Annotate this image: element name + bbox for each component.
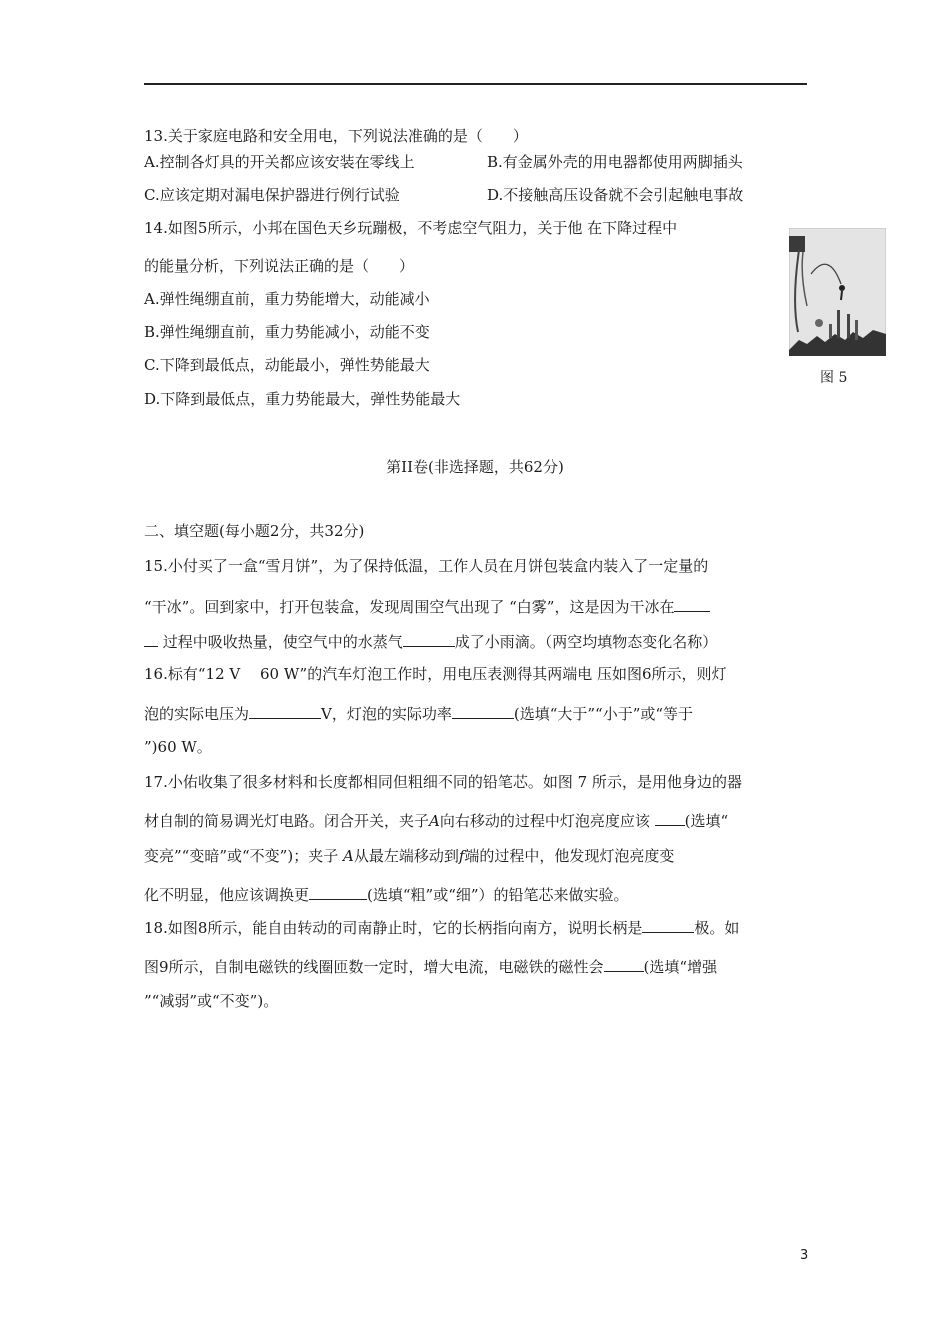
q18-blank-magnetism[interactable]: [604, 955, 644, 972]
q17-line3: [144, 846, 674, 866]
q18-line2: [144, 955, 717, 977]
q18-line1-text-a: 18.如图8所示，能自由转动的司南静止时，它的长柄指向南方，说明长柄是: [144, 919, 643, 937]
q15-blank-1[interactable]: [674, 595, 710, 612]
q13-option-b: B.有金属外壳的用电器都使用两脚插头: [487, 153, 743, 171]
q18-line2-text-b: (选填“增强: [643, 958, 718, 976]
q16-blank-voltage[interactable]: [249, 702, 321, 719]
q17-line1: 17.小佑收集了很多材料和长度都相同但粗细不同的铅笔芯。如图 7 所示，是用他身边的器: [144, 773, 742, 791]
q14-option-c: C.下降到最低点，动能最小，弹性势能最大: [144, 356, 430, 374]
q17-line3-text-b: 从最左端移动到: [353, 847, 459, 865]
q15-line3-text-a: 过程中吸收热量，使空气中的水蒸气: [158, 633, 403, 651]
q17-line2-text-b: 向右移动的过程中灯泡亮度应该: [439, 812, 650, 830]
q14-option-a: A.弹性绳绷直前，重力势能增大，动能减小: [144, 290, 430, 308]
part-2-heading: 二、填空题(每小题2分，共32分): [144, 522, 365, 540]
q13-stem: 13.关于家庭电路和安全用电，下列说法准确的是（ ）: [144, 127, 528, 145]
q16-blank-power[interactable]: [452, 702, 514, 719]
q14-stem-line2: 的能量分析，下列说法正确的是（ ）: [144, 257, 415, 275]
q17-line3-text-a: 变亮”“变暗”或“不变”)；夹子: [144, 847, 343, 865]
q15-blank-2[interactable]: [403, 630, 455, 647]
q16-line2: [144, 702, 693, 724]
q17-clip-a-label-2: A: [342, 847, 354, 865]
q17-line2-text-a: 材自制的简易调光灯电路。闭合开关，夹子: [144, 812, 430, 830]
q18-line3: ”“减弱”或“不变”)。: [144, 992, 279, 1010]
q14-option-d: D.下降到最低点，重力势能最大，弹性势能最大: [144, 390, 461, 408]
q15-line2: [144, 595, 710, 617]
q16-line2-text-b: V，灯泡的实际功率: [321, 705, 452, 723]
q17-end-f-label: f: [458, 847, 465, 865]
q14-stem-line1: 14.如图5所示，小邦在国色天乡玩蹦极，不考虑空气阻力，关于他 在下降过程中: [144, 219, 678, 237]
q13-option-d: D.不接触高压设备就不会引起触电事故: [487, 186, 744, 204]
q17-clip-a-label: A: [429, 812, 440, 830]
q13-option-a: A.控制各灯具的开关都应该安装在零线上: [144, 153, 415, 171]
q17-line3-text-c: 端的过程中，他发现灯泡亮度变: [464, 847, 675, 865]
q18-line2-text-a: 图9所示，自制电磁铁的线圈匝数一定时，增大电流，电磁铁的磁性会: [144, 958, 604, 976]
q15-line3: [144, 630, 717, 652]
q13-option-c: C.应该定期对漏电保护器进行例行试验: [144, 186, 400, 204]
q17-line4: [144, 883, 629, 905]
q16-line1: 16.标有“12 V 60 W”的汽车灯泡工作时，用电压表测得其两端电 压如图6所示，则灯: [144, 665, 727, 683]
q17-line2-text-c: (选填“: [684, 812, 729, 830]
q17-line4-text-a: 化不明显，他应该调换更: [144, 886, 310, 904]
q15-line3-text-b: 成了小雨滴。（两空均填物态变化名称）: [454, 633, 718, 651]
q17-blank-thickness[interactable]: [309, 883, 367, 900]
bungee-figure: [789, 228, 886, 356]
q17-line4-text-b: (选填“粗”或“细”）的铅笔芯来做实验。: [367, 886, 629, 904]
q14-option-b: B.弹性绳绷直前，重力势能减小，动能不变: [144, 323, 430, 341]
q15-blank-1-cont[interactable]: [144, 630, 158, 647]
section-2-title: 第II卷(非选择题，共62分): [386, 458, 564, 476]
q15-line2-text: “干冰”。回到家中，打开包装盒，发现周围空气出现了 “白雾”，这是因为干冰在: [144, 598, 675, 616]
q17-line2: [144, 809, 728, 831]
q16-line3: ”)60 W。: [144, 738, 212, 756]
q15-line1: 15.小付买了一盒“雪月饼”，为了保持低温，工作人员在月饼包装盒内装入了一定量的: [144, 557, 709, 575]
q17-blank-brightness[interactable]: [655, 809, 685, 826]
q16-line2-text-a: 泡的实际电压为: [144, 705, 250, 723]
header-rule: [144, 83, 807, 85]
q18-line1-text-b: 极。如: [694, 919, 740, 937]
q16-line2-text-c: (选填“大于”“小于”或“等于: [513, 705, 694, 723]
q18-line1: [144, 916, 739, 938]
page-number: 3: [800, 1248, 809, 1263]
figure-5-caption: 图 5: [820, 370, 848, 386]
q18-blank-pole[interactable]: [642, 916, 694, 933]
